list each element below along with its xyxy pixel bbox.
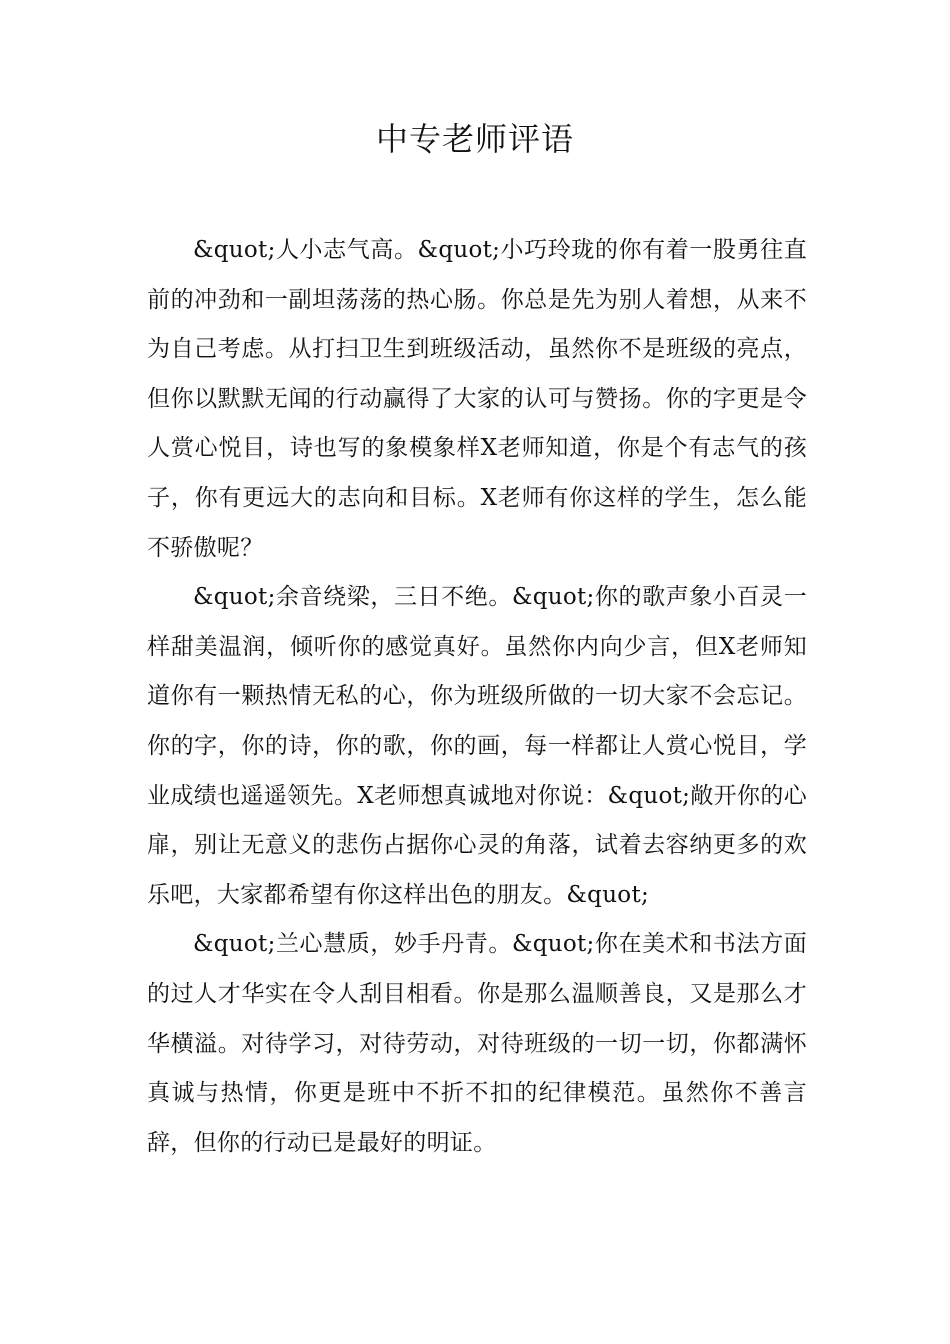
page-title: 中专老师评语 xyxy=(375,120,574,158)
paragraph-3: &quot;兰心慧质，妙手丹青。&quot;你在美术和书法方面的过人才华实在令人刮目相看。你是那么温顺善良，又是那么才华横溢。对待学习，对待劳动，对待班级的一切一切，你都满怀真诚与热情，你更是班中不折不扣的纪律模范。虽然你不善言辞，但你的行动已是最好的明证。 xyxy=(147,931,807,1156)
paragraph-2: &quot;余音绕梁，三日不绝。&quot;你的歌声象小百灵一样甜美温润，倾听你的感觉真好。虽然你内向少言，但X老师知道你有一颗热情无私的心，你为班级所做的一切大家不会忘记。你的字，你的诗，你的歌，你的画，每一样都让人赏心悦目，学业成绩也遥遥领先。X老师想真诚地对你说：&quot;敞开你的心扉，别让无意义的悲伤占据你心灵的角落，试着去容纳更多的欢乐吧，大家都希望有你这样出色的朋友。&quot; xyxy=(147,584,807,908)
paragraph-1: &quot;人小志气高。&quot;小巧玲珑的你有着一股勇往直前的冲劲和一副坦荡荡的热心肠。你总是先为别人着想，从来不为自己考虑。从打扫卫生到班级活动，虽然你不是班级的亮点，但你以默默无闻的行动赢得了大家的认可与赞扬。你的字更是令人赏心悦目，诗也写的象模象样X老师知道，你是个有志气的孩子，你有更远大的志向和目标。X老师有你这样的学生，怎么能不骄傲呢？ xyxy=(147,237,807,561)
document-body xyxy=(147,226,807,1168)
